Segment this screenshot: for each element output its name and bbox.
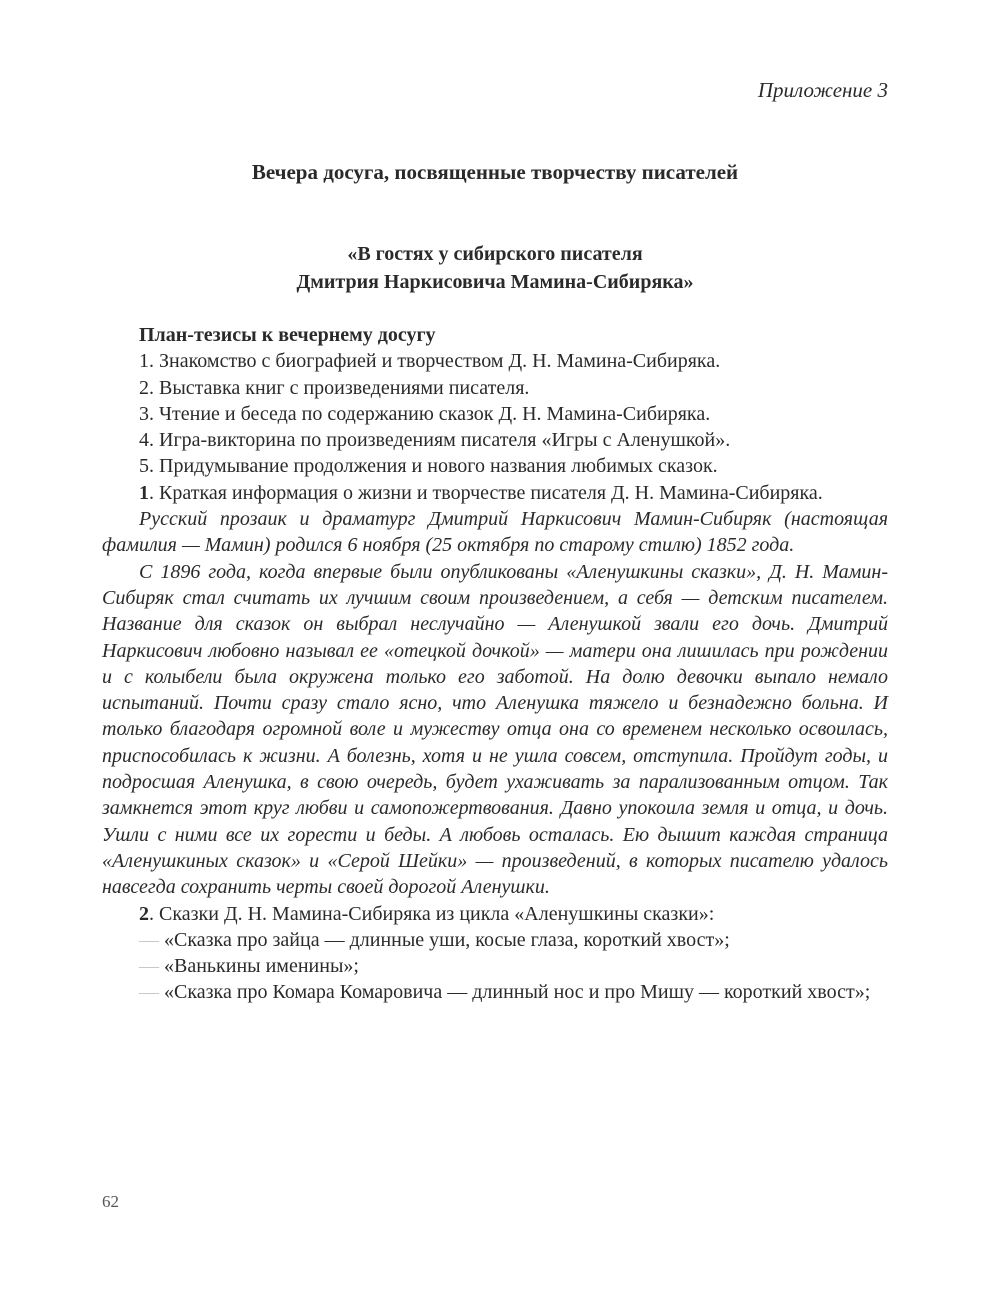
event-title-line-2: Дмитрия Наркисовича Мамина-Сибиряка» — [296, 271, 694, 293]
tale-item-1-text: «Сказка про зайца — длинные уши, косые глаза, короткий хвост»; — [164, 928, 730, 951]
tale-item-2 — [102, 953, 888, 979]
page-body — [102, 322, 888, 1006]
tale-item-3 — [102, 979, 888, 1005]
dash-glyph: — — [139, 955, 159, 978]
plan-item-3: 3. Чтение и беседа по содержанию сказок Д. Н. Мамина-Сибиряка. — [139, 402, 711, 425]
event-title — [102, 240, 888, 296]
section-1-number: 1 — [139, 481, 149, 504]
plan-item-4: 4. Игра-викторина по произведениям писателя «Игры с Аленушкой». — [139, 429, 731, 452]
tale-item-1 — [102, 927, 888, 953]
biography-paragraph-2: С 1896 года, когда впервые были опубликованы «Аленушкины сказки», Д. Н. Мамин-Сибиряк стал считать их лучшим своим произведением, а себя — детским писателем. Название для сказок он выбрал неслучайно — Аленушкой звали его дочь. Дмитрий Наркисович любовно называл ее «отецкой дочкой» — матери она лишилась при рождении и с колыбели была окружена только его заботой. На долю девочки выпало немало испытаний. Почти сразу стало ясно, что Аленушка тяжело и безнадежно больна. И только благодаря огромной воле и мужеству отца она со временем несколько освоилась, приспособилась к жизни. А болезнь, хотя и не ушла совсем, отступила. Пройдут годы, и подросшая Аленушка, в свою очередь, будет ухаживать за парализованным отцом. Так замкнется этот круг любви и самопожертвования. Давно упокоила земля и отца, и дочь. Ушли с ними все их горести и беды. А любовь осталась. Ею дышит каждая страница «Аленушкиных сказок» и «Серой Шейки» — произведений, в которых писателю удалось навсегда сохранить черты своей дорогой Аленушки. — [102, 560, 888, 899]
tale-item-3-text: «Сказка про Комара Комаровича — длинный нос и про Мишу — короткий хвост»; — [164, 981, 871, 1004]
page-title: Вечера досуга, посвященные творчеству писателей — [251, 160, 739, 184]
section-1-text: . Краткая информация о жизни и творчестве писателя Д. Н. Мамина-Сибиряка. — [149, 481, 823, 504]
section-2-text: . Сказки Д. Н. Мамина-Сибиряка из цикла «Аленушкины сказки»: — [149, 902, 715, 925]
plan-item-2: 2. Выставка книг с произведениями писателя. — [139, 376, 530, 399]
plan-item-1: 1. Знакомство с биографией и творчеством Д. Н. Мамина-Сибиряка. — [139, 350, 721, 373]
plan-item-5: 5. Придумывание продолжения и нового названия любимых сказок. — [139, 455, 718, 478]
appendix-label: Приложение 3 — [757, 78, 888, 102]
event-title-line-1: «В гостях у сибирского писателя — [347, 243, 643, 265]
section-2-number: 2 — [139, 902, 149, 925]
biography-paragraph-1: Русский прозаик и драматург Дмитрий Наркисович Мамин-Сибиряк (настоящая фамилия — Мамин) родился 6 ноября (25 октября по старому стилю) 1852 года. — [102, 508, 888, 557]
section-1-heading — [102, 480, 888, 506]
dash-glyph: — — [139, 981, 159, 1004]
tale-item-2-text: «Ванькины именины»; — [164, 955, 359, 978]
book-page — [102, 0, 888, 1291]
section-2-heading — [102, 901, 888, 927]
page-number: 62 — [102, 1192, 119, 1211]
dash-glyph: — — [139, 928, 159, 951]
plan-heading: План-тезисы к вечернему досугу — [139, 324, 436, 346]
